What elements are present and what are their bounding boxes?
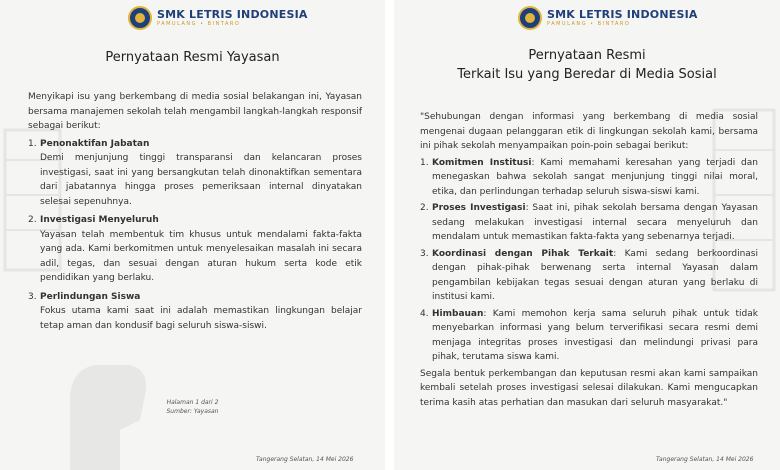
list-item bbox=[28, 213, 362, 228]
page-title: Pernyataan Resmi Yayasan bbox=[105, 50, 280, 65]
item-title: Komitmen Institusi bbox=[432, 157, 532, 168]
statement-body bbox=[28, 90, 362, 333]
page-title bbox=[394, 46, 780, 84]
item-description: : Kami sedang berkoordinasi dengan pihak-pihak berwenang serta internal Yayasan dalam pengambilan kebijakan tegas sesuai dengan aturan yang berlaku di institusi kami. bbox=[432, 248, 758, 302]
list-item bbox=[420, 247, 758, 305]
list-item bbox=[420, 156, 758, 200]
school-location: PAMULANG • BINTARO bbox=[157, 21, 241, 27]
item-title: Penonaktifan Jabatan bbox=[40, 138, 150, 149]
school-seal-icon bbox=[518, 6, 542, 30]
item-title: Proses Investigasi bbox=[432, 203, 526, 213]
place-date: Tangerang Selatan, 14 Mei 2026 bbox=[256, 456, 354, 463]
title-line-1: Pernyataan Resmi bbox=[528, 48, 646, 63]
intro-paragraph: Menyikapi isu yang berkembang di media sosial belakangan ini, Yayasan bersama manajemen sekolah telah mengambil langkah-langkah responsif sebagai berikut: bbox=[28, 92, 362, 131]
statement-body bbox=[420, 110, 758, 410]
item-number: 4. bbox=[420, 308, 429, 319]
school-logo bbox=[128, 6, 308, 30]
page-number: Halaman 1 dari 2 bbox=[166, 399, 219, 406]
intro-paragraph: "Sehubungan dengan informasi yang berkembang di media sosial mengenai dugaan pelanggaran etik di lingkungan sekolah kami, bersama ini pihak sekolah menyampaikan poin-poin sebagai berikut: bbox=[420, 112, 758, 151]
statement-page-right bbox=[394, 0, 780, 470]
item-number: 2. bbox=[28, 215, 37, 225]
title-line-2: Terkait Isu yang Beredar di Media Sosial bbox=[457, 67, 717, 82]
school-location: PAMULANG • BINTARO bbox=[547, 21, 631, 27]
item-number: 3. bbox=[28, 291, 37, 302]
item-number: 3. bbox=[420, 248, 429, 259]
item-number: 1. bbox=[420, 157, 429, 168]
school-seal-icon bbox=[128, 6, 152, 30]
item-title: Himbauan bbox=[432, 308, 484, 319]
school-logo bbox=[518, 6, 698, 30]
item-description: : Kami memahami keresahan yang terjadi dan menegaskan bahwa sekolah sangat menjunjung tinggi nilai moral, etika, dan perlindungan terhadap seluruh siswa-siswi kami. bbox=[432, 157, 758, 197]
item-description: Yayasan telah membentuk tim khusus untuk mendalami fakta-fakta yang ada. Kami berkomitmen untuk menyelesaikan masalah ini secara adil, tegas, dan sesuai dengan aturan hukum serta kode etik pendidikan yang berlaku. bbox=[40, 229, 362, 283]
item-number: 2. bbox=[420, 203, 429, 213]
list-item bbox=[420, 307, 758, 365]
source-label: Sumber: Yayasan bbox=[166, 408, 219, 415]
statement-page-left bbox=[0, 0, 385, 470]
school-name: SMK LETRIS INDONESIA bbox=[547, 8, 698, 21]
school-name: SMK LETRIS INDONESIA bbox=[157, 8, 308, 21]
list-item bbox=[28, 137, 362, 152]
item-description: : Saat ini, pihak sekolah bersama dengan Yayasan sedang melakukan investigasi internal secara menyeluruh dan mendalam untuk memastikan fakta-fakta yang sebenarnya terjadi. bbox=[432, 203, 758, 242]
item-title: Perlindungan Siswa bbox=[40, 291, 141, 302]
item-number: 1. bbox=[28, 138, 37, 149]
item-description: Fokus utama kami saat ini adalah memastikan lingkungan belajar tetap aman dan kondusif bagi seluruh siswa-siswi. bbox=[40, 306, 362, 331]
page-signature bbox=[0, 398, 385, 416]
item-description: Demi menjunjung tinggi transparansi dan kelancaran proses investigasi, saat ini yang bersangkutan telah dinonaktifkan sementara dari jabatannya hingga proses pemeriksaan internal dinyatakan selesai sepenuhnya. bbox=[40, 153, 362, 207]
list-item bbox=[420, 201, 758, 245]
item-description: : Kami memohon kerja sama seluruh pihak untuk tidak menyebarkan informasi yang belum terverifikasi secara resmi demi menjaga integritas proses investigasi dan melindungi privasi para pihak, terutama siswa kami. bbox=[432, 308, 758, 362]
place-date: Tangerang Selatan, 14 Mei 2026 bbox=[656, 456, 754, 463]
closing-paragraph: Segala bentuk perkembangan dan keputusan resmi akan kami sampaikan kembali setelah proses investigasi selesai dilakukan. Kami mengucapkan terima kasih atas perhatian dan masukan dari seluruh masyarakat." bbox=[420, 368, 758, 408]
item-title: Investigasi Menyeluruh bbox=[40, 215, 159, 225]
item-title: Koordinasi dengan Pihak Terkait bbox=[432, 248, 614, 259]
list-item bbox=[28, 290, 362, 305]
